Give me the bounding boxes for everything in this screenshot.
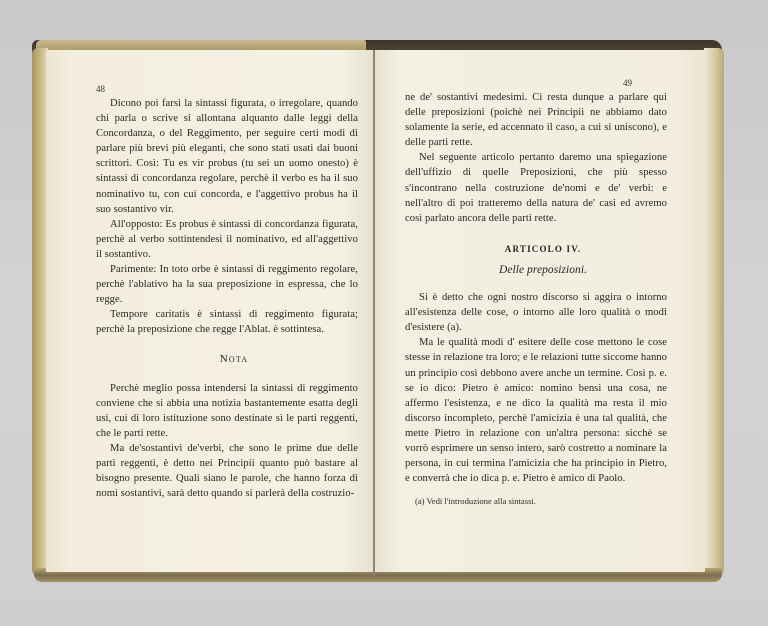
open-book bbox=[32, 40, 722, 590]
paragraph: Ma le qualità modi d' esitere delle cose mettono le cose stesse in relazione tra loro; e le relazioni tutte siccome hanno un principio così debbono avere anche un termine. Così p. e. se io dico: Pietro è amico: nomino bensì una cosa, ne affermo l'esistenza, e ne dico la qualità ma resta il mio discorso incompleto, perchè l'amicizia è una tal qualità, che mette Pietro in relazione con un'altra persona: sicchè se vorrò esprimere un senso intero, sarò costretto a nominare la persona, in cui termina l'amicizia che ha principio in Pietro, e converrà che io dica p. e. Pietro è amico di Paolo. bbox=[405, 337, 667, 485]
left-page bbox=[46, 50, 374, 572]
paragraph: ne de' sostantivi medesimi. Ci resta dunque a parlare qui delle preposizioni (poichè nei Principii ne abbiamo dato solamente la serie, ed accennato il caso, a cui si uniscono), e delle parti rette. bbox=[405, 92, 667, 149]
paragraph: Perchè meglio possa intendersi la sintassi di reggimento conviene che si abbia una notizia bastantemente esatta degli usi, cui di loro istituzione sono destinate sì le parti reggenti, che le parti rette. bbox=[96, 382, 358, 439]
right-page-body bbox=[405, 90, 667, 486]
paragraph: Dicono poi farsi la sintassi figurata, o irregolare, quando chi parla o scrive si allontana alquanto dalle leggi della Concordanza, o del Reggimento, per seguire certi modi di parlare più brevi più eleganti, che sono stati usati dai buoni scrittori. Così: Tu es vir probus (tu sei un uomo onesto) è sintassi di concordanza regolare, perchè il verbo es ha il suo nominativo tu, con cui concorda, e l'aggettivo probus ha il suo sostantivo vir. bbox=[96, 98, 358, 215]
article-heading: ARTICOLO IV. bbox=[504, 243, 582, 254]
paragraph: All'opposto: Es probus è sintassi di concordanza figurata, perchè al verbo sottintendesi il nominativo, ed all'aggettivo il sostantivo. bbox=[96, 218, 358, 260]
paragraph: Parimente: In toto orbe è sintassi di reggimento regolare, perchè l'ablativo ha la sua preposizione in espressa, che lo regge. bbox=[96, 264, 358, 306]
left-page-body bbox=[96, 96, 358, 501]
paragraph: Nel seguente articolo pertanto daremo una spiegazione dell'uffizio di quelle Preposizioni, che più spesso s'incontrano nella costruzione de'nomi e de' verbi: e nell'altro di poi tratteremo della natura de' casi ed avremo così parlato ancora delle parti rette. bbox=[405, 152, 667, 224]
article-title: Delle preposizioni. bbox=[498, 263, 588, 276]
paragraph: Tempore caritatis è sintassi di reggimento figurata; perchè la preposizione che regge l'Ablat. è sottintesa. bbox=[96, 309, 358, 336]
book-page-edges-right bbox=[704, 48, 724, 576]
right-page bbox=[375, 50, 705, 572]
paragraph: Si è detto che ogni nostro discorso si aggira o intorno all'esistenza delle cose, o intorno alle loro qualità o modi d'esistere (a). bbox=[405, 292, 667, 334]
page-number: 49 bbox=[623, 78, 632, 88]
page-number: 48 bbox=[96, 84, 105, 94]
footnote: (a) Vedi l'introduzione alla sintassi. bbox=[415, 496, 536, 506]
note-heading: Nota bbox=[219, 352, 249, 365]
paragraph: Ma de'sostantivi de'verbi, che sono le prime due delle parti reggenti, è detto nei Principii quanto può bastare al bisogno presente. Quali siano le parole, che hanno forza di nomi sostantivi, sarà detto quando si parlerà della costruzio- bbox=[96, 442, 358, 500]
